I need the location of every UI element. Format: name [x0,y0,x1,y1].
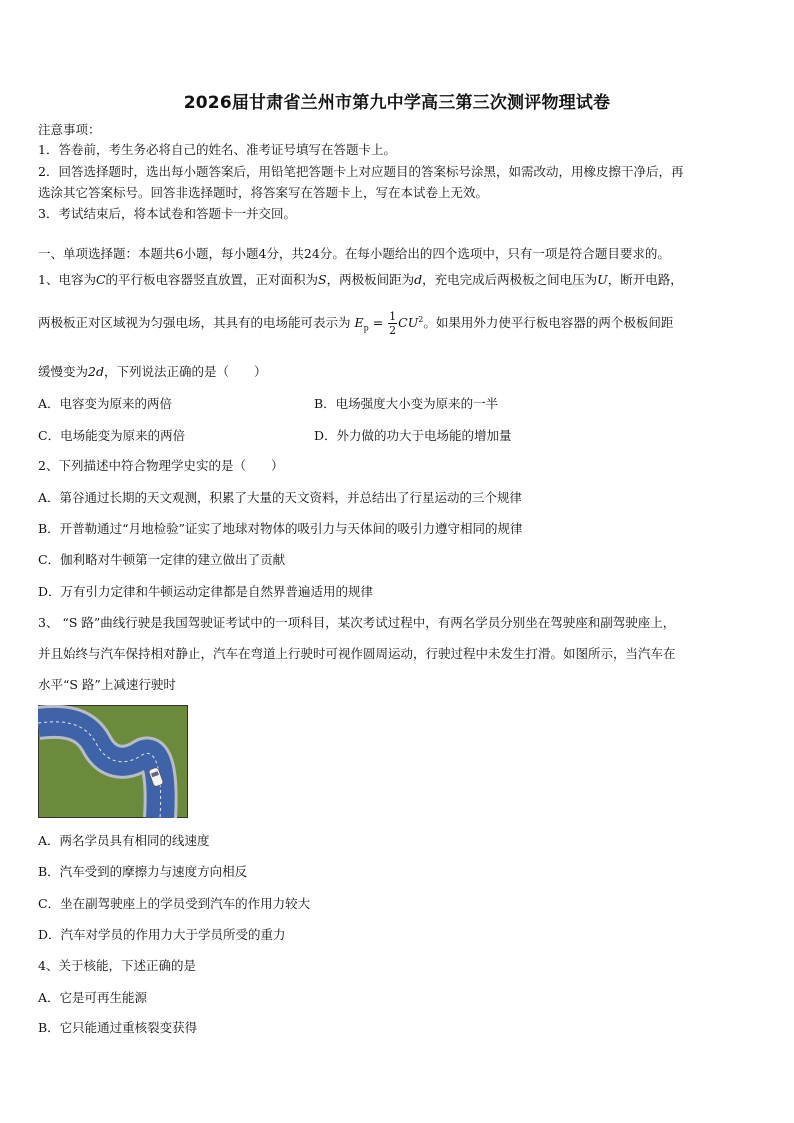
q1-stem-line2: 两极板正对区域视为匀强电场，其具有的电场能可表示为 $E_p$ = $\frac{1}{2}$ $CU^2$。如果用外力使平行板电容器的两个极板间距 [38,310,674,337]
q3-stem-line2: 并且始终与汽车保持相对静止，汽车在弯道上行驶时可视作圆周运动，行驶过程中未发生打滑。如图所示，当汽车在 [38,646,676,661]
q4-option-a: A．它是可再生能源 [38,990,148,1005]
q3-stem-line3: 水平“S 路”上减速行驶时 [38,677,176,692]
q3-option-a: A．两名学员具有相同的线速度 [38,833,210,848]
q2-option-a: A．第谷通过长期的天文观测，积累了大量的天文资料，并总结出了行星运动的三个规律 [38,490,523,505]
q4-stem: 4、关于核能，下述正确的是 [38,958,196,973]
q3-option-d: D．汽车对学员的作用力大于学员所受的重力 [38,927,286,942]
q1-stem-line3: 缓慢变为2d，下列说法正确的是（ ） [38,364,267,379]
s-road-figure [38,705,188,818]
q3-stem-line1: 3、 “S 路”曲线行驶是我国驾驶证考试中的一项科目，某次考试过程中，有两名学员分别坐在驾驶座和副驾驶座上， [38,615,676,630]
notice-item: 1．答卷前，考生务必将自己的姓名、准考证号填写在答题卡上。 [38,142,396,157]
q1-option-d: D．外力做的功大于电场能的增加量 [314,428,512,443]
q2-option-c: C．伽利略对牛顿第一定律的建立做出了贡献 [38,552,286,567]
q1-option-c: C．电场能变为原来的两倍 [38,428,186,443]
notice-heading: 注意事项： [38,122,101,137]
q1-stem-line1: 1、电容为C的平行板电容器竖直放置，正对面积为S，两极板间距为d，充电完成后两极板之间电压为U，断开电路， [38,272,683,287]
q2-stem: 2、下列描述中符合物理学史实的是（ ） [38,458,284,473]
q1-option-a: A．电容变为原来的两倍 [38,396,173,411]
page-title: 2026届甘肃省兰州市第九中学高三第三次测评物理试卷 [183,93,611,113]
section-heading: 一、单项选择题：本题共6小题，每小题4分，共24分。在每小题给出的四个选项中，只有一项是符合题目要求的。 [38,246,670,261]
energy-formula: $E_p$ = $\frac{1}{2}$ $CU^2$ [354,310,424,337]
q1-option-b: B．电场强度大小变为原来的一半 [314,396,499,411]
q3-option-c: C．坐在副驾驶座上的学员受到汽车的作用力较大 [38,896,311,911]
notice-item: 3．考试结束后，将本试卷和答题卡一并交回。 [38,206,296,221]
notice-item: 选涂其它答案标号。回答非选择题时，将答案写在答题卡上，写在本试卷上无效。 [38,185,489,200]
q4-option-b: B．它只能通过重核裂变获得 [38,1020,198,1035]
q3-option-b: B．汽车受到的摩擦力与速度方向相反 [38,864,248,879]
q2-option-d: D．万有引力定律和牛顿运动定律都是自然界普遍适用的规律 [38,584,374,599]
q2-option-b: B．开普勒通过“月地检验”证实了地球对物体的吸引力与天体间的吸引力遵守相同的规律 [38,521,523,536]
notice-item: 2．回答选择题时，选出每小题答案后，用铅笔把答题卡上对应题目的答案标号涂黑，如需改动，用橡皮擦干净后，再 [38,164,684,179]
